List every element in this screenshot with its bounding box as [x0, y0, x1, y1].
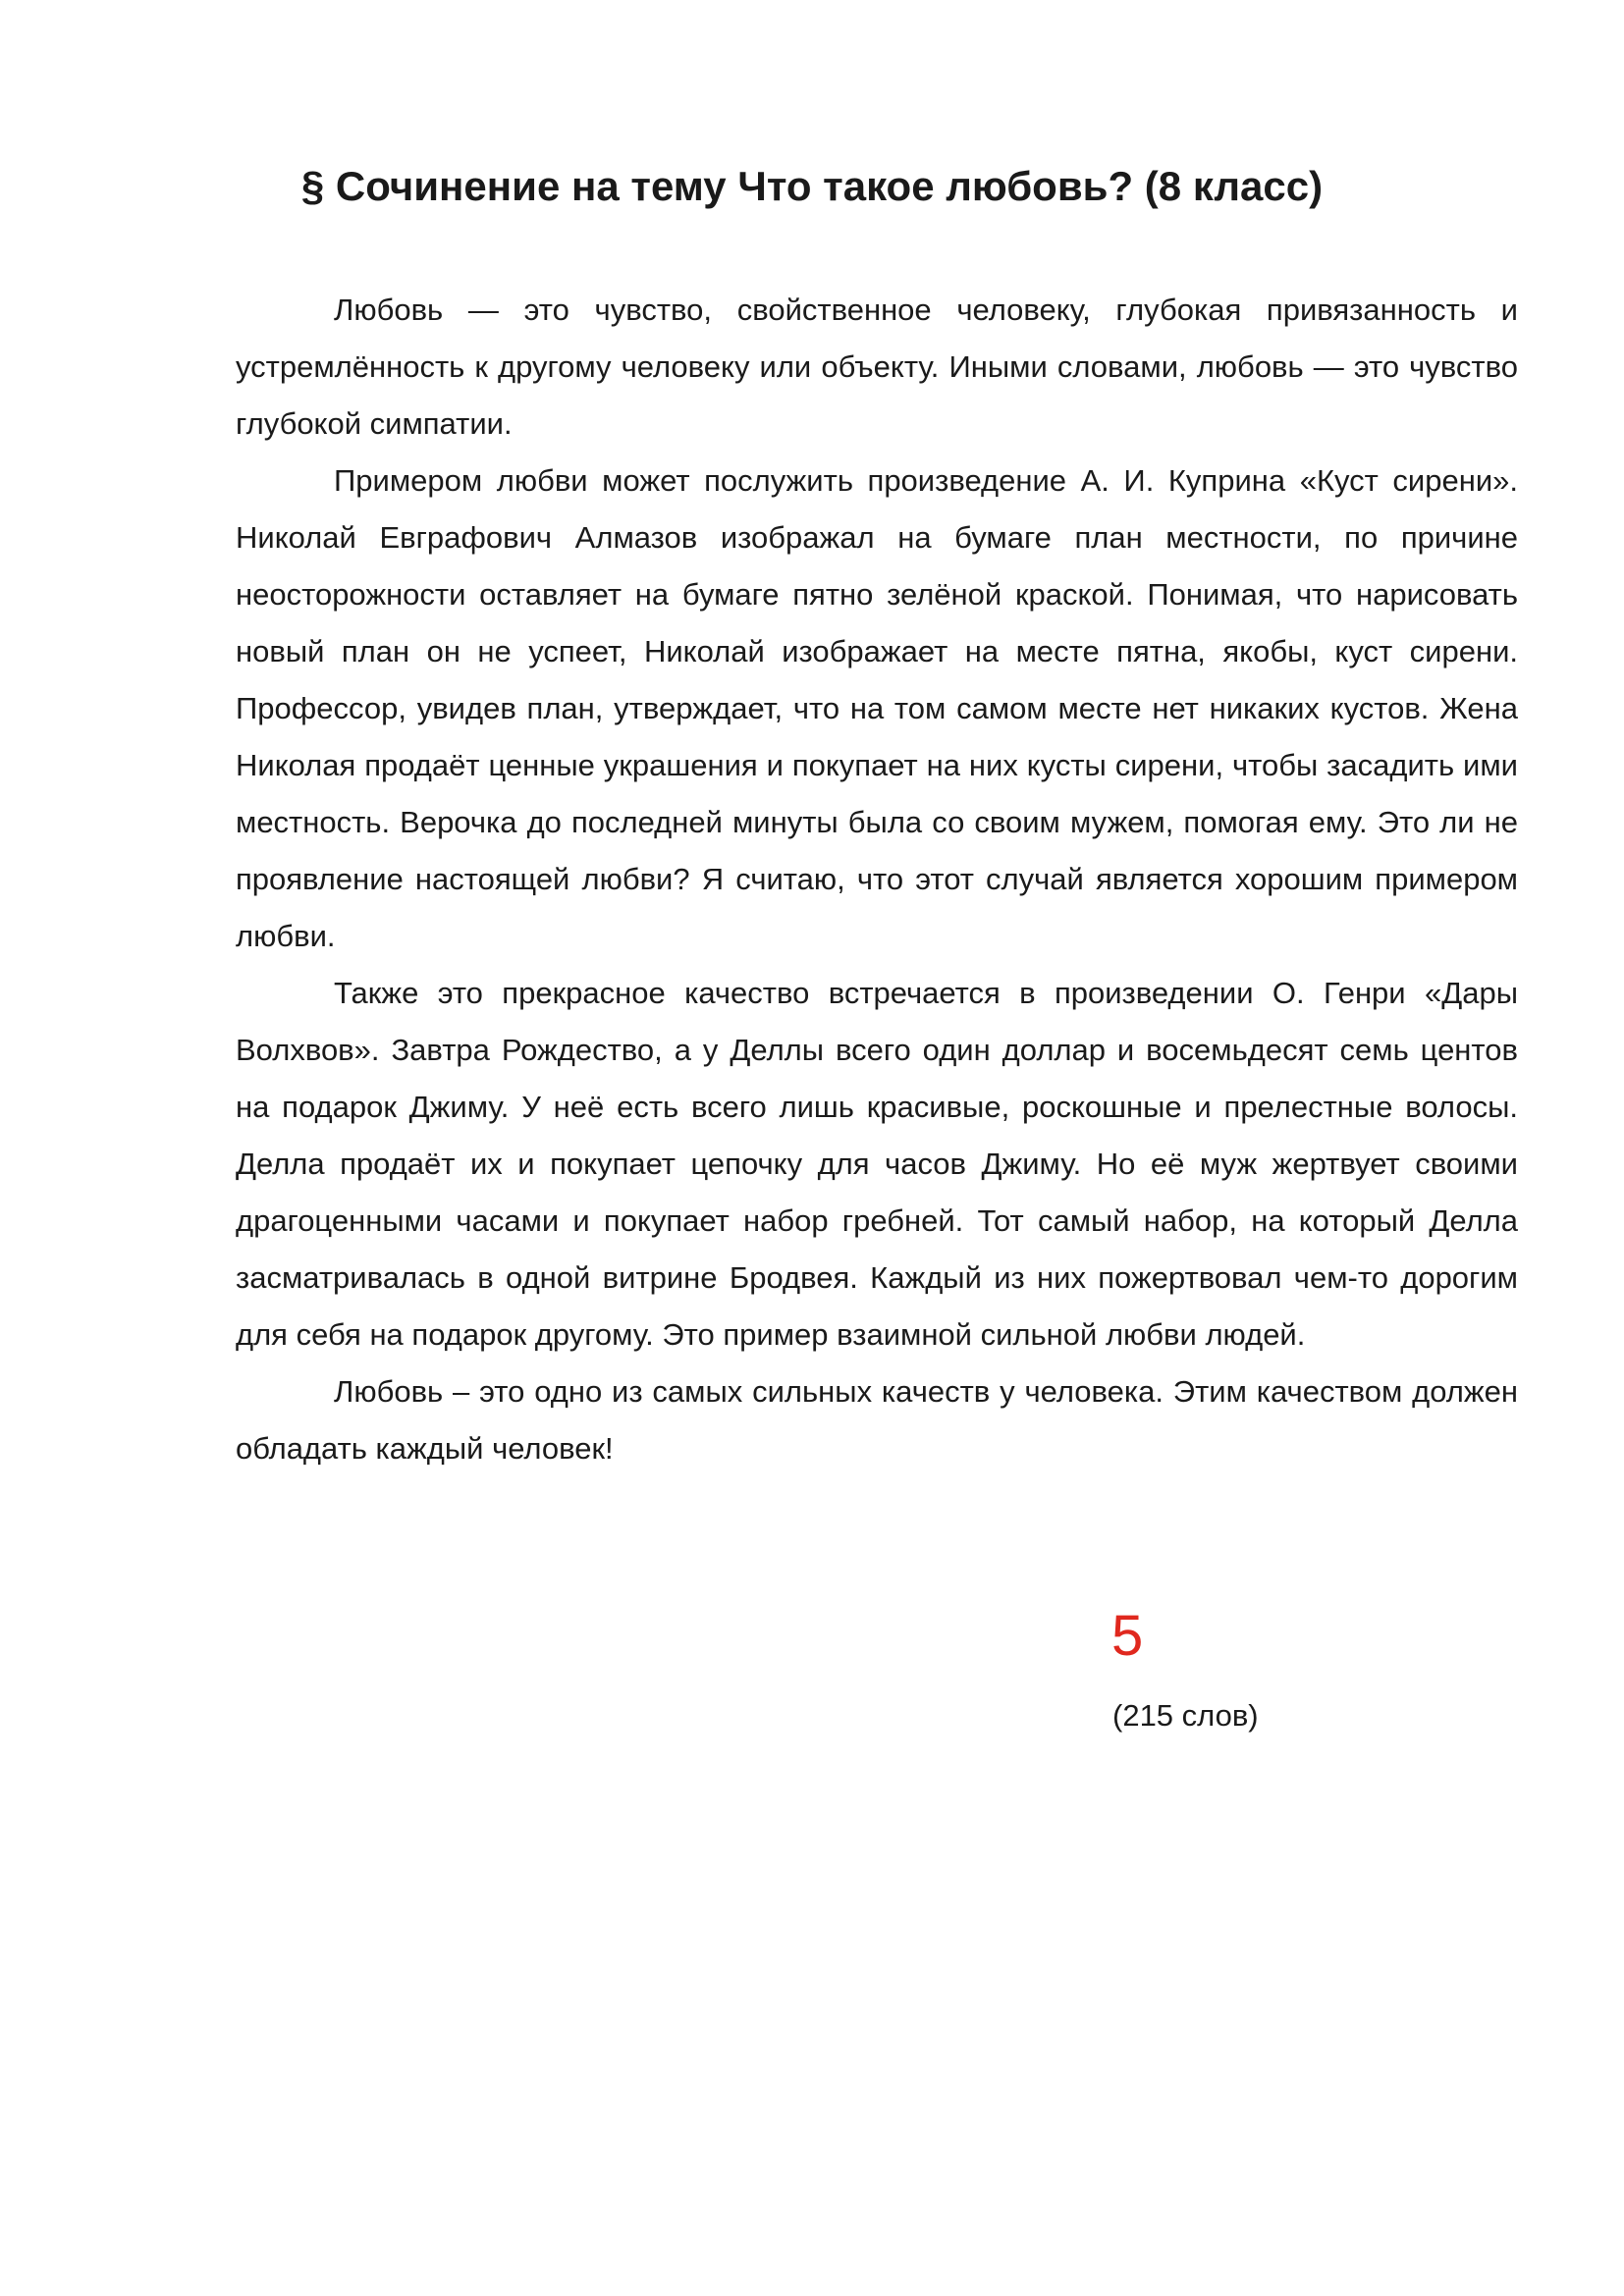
- paragraph-2: Примером любви может послужить произведение А. И. Куприна «Куст сирени». Николай Евграфович Алмазов изображал на бумаге план местности, по причине неосторожности оставляет на бумаге пятно зелёной краской. Понимая, что нарисовать новый план он не успеет, Николай изображает на месте пятна, якобы, куст сирени. Профессор, увидев план, утверждает, что на том самом месте нет никаких кустов. Жена Николая продаёт ценные украшения и покупает на них кусты сирени, чтобы засадить ими местность. Верочка до последней минуты была со своим мужем, помогая ему. Это ли не проявление настоящей любви? Я считаю, что этот случай является хорошим примером любви.: [236, 463, 1518, 953]
- grade-mark: 5: [1111, 1604, 1144, 1668]
- essay-body: [236, 282, 1518, 1477]
- paragraph-4: Любовь – это одно из самых сильных качеств у человека. Этим качеством должен обладать каждый человек!: [236, 1374, 1518, 1466]
- essay-title: § Сочинение на тему Что такое любовь? (8 класс): [300, 163, 1324, 209]
- paragraph-3: Также это прекрасное качество встречается в произведении О. Генри «Дары Волхвов». Завтра Рождество, а у Деллы всего один доллар и восемьдесят семь центов на подарок Джиму. У неё есть всего лишь красивые, роскошные и прелестные волосы. Делла продаёт их и покупает цепочку для часов Джиму. Но её муж жертвует своими драгоценными часами и покупает набор гребней. Тот самый набор, на который Делла засматривалась в одной витрине Бродвея. Каждый из них пожертвовал чем-то дорогим для себя на подарок другому. Это пример взаимной сильной любви людей.: [236, 976, 1518, 1352]
- word-count: (215 слов): [1112, 1698, 1259, 1733]
- paragraph-1: Любовь — это чувство, свойственное человеку, глубокая привязанность и устремлённость к другому человеку или объекту. Иными словами, любовь — это чувство глубокой симпатии.: [236, 293, 1518, 441]
